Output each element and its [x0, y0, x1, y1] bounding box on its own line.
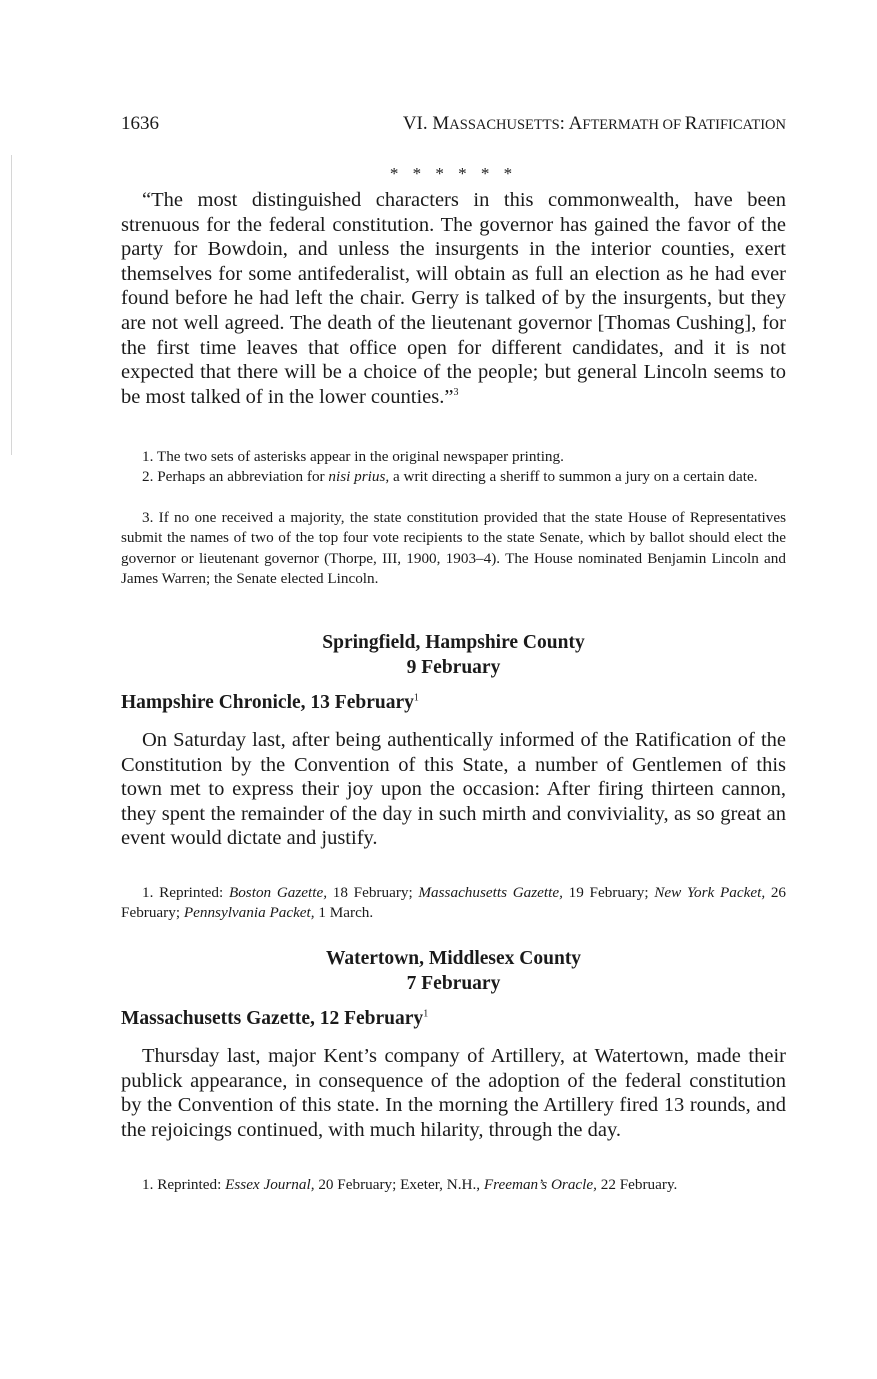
- section-place: Watertown, Middlesex County: [325, 948, 582, 969]
- section-heading-watertown: [121, 946, 786, 996]
- watertown-paragraph: Thursday last, major Kent’s company of Artillery, at Watertown, made their publick appearance, in consequence of the adoption of the federal constitution by the Convention of this state. In the morning the Artillery fired 13 rounds, and the rejoicings continued, with much hilarity, through the day.: [121, 1045, 786, 1141]
- footnote-ref: 3: [453, 386, 459, 398]
- page-header: [121, 113, 786, 143]
- scan-edge-line: [11, 155, 12, 455]
- footnote-1: 1. The two sets of asterisks appear in the original newspaper printing.: [142, 448, 564, 465]
- section-heading-springfield: [121, 630, 786, 680]
- footnote-2: 2. Perhaps an abbreviation for nisi prius, a writ directing a sheriff to summon a jury on a certain date.: [142, 468, 758, 485]
- page-number: 1636: [121, 113, 159, 134]
- running-head: VI. MASSACHUSETTS: AFTERMATH OF RATIFICATION: [402, 113, 786, 134]
- asterisk-divider: * * * * * *: [389, 164, 518, 183]
- footnote-3: 3. If no one received a majority, the state constitution provided that the state House of Representatives submit the names of two of the top four vote recipients to the state Senate, which by ballot should elect the governor or lieutenant governor (Thorpe, III, 1900, 1903–4). The House nominated Benjamin Lincoln and James Warren; the Senate elected Lincoln.: [121, 509, 786, 588]
- section-date: 9 February: [406, 657, 501, 678]
- springfield-footnote: 1. Reprinted: Boston Gazette, 18 February; Massachusetts Gazette, 19 February; New York Packet, 26 February; Pennsylvania Packet, 1 March.: [121, 884, 787, 922]
- section-date: 7 February: [406, 973, 501, 994]
- watertown-footnote: 1. Reprinted: Essex Journal, 20 February; Exeter, N.H., Freeman’s Oracle, 22 February.: [142, 1176, 678, 1193]
- springfield-paragraph: On Saturday last, after being authentically informed of the Ratification of the Constitution by the Convention of this State, a number of Gentlemen of this town met to express their joy upon the occasion: After firing thirteen cannon, they spent the remainder of the day in such mirth and conviviality, as so great an event would dictate and justify.: [121, 729, 786, 850]
- section-place: Springfield, Hampshire County: [322, 632, 585, 653]
- source-heading-hampshire-chronicle: Hampshire Chronicle, 13 February$^1$: [121, 692, 419, 713]
- source-heading-massachusetts-gazette: Massachusetts Gazette, 12 February$^1$: [121, 1008, 429, 1029]
- quoted-paragraph: “The most distinguished characters in this commonwealth, have been strenuous for the federal constitution. The governor has gained the favor of the party for Bowdoin, and unless the insurgents in the interior counties, exert themselves for some antifederalist, will obtain as full an election as he had ever found before he had left the chair. Gerry is talked of by the insurgents, but they are not well agreed. The death of the lieutenant governor [Thomas Cushing], for the first time leaves that office open for different candidates, and it is not expected that there will be a choice of the people; but general Lincoln seems to be most talked of in the lower counties.”$^3$: [121, 189, 786, 408]
